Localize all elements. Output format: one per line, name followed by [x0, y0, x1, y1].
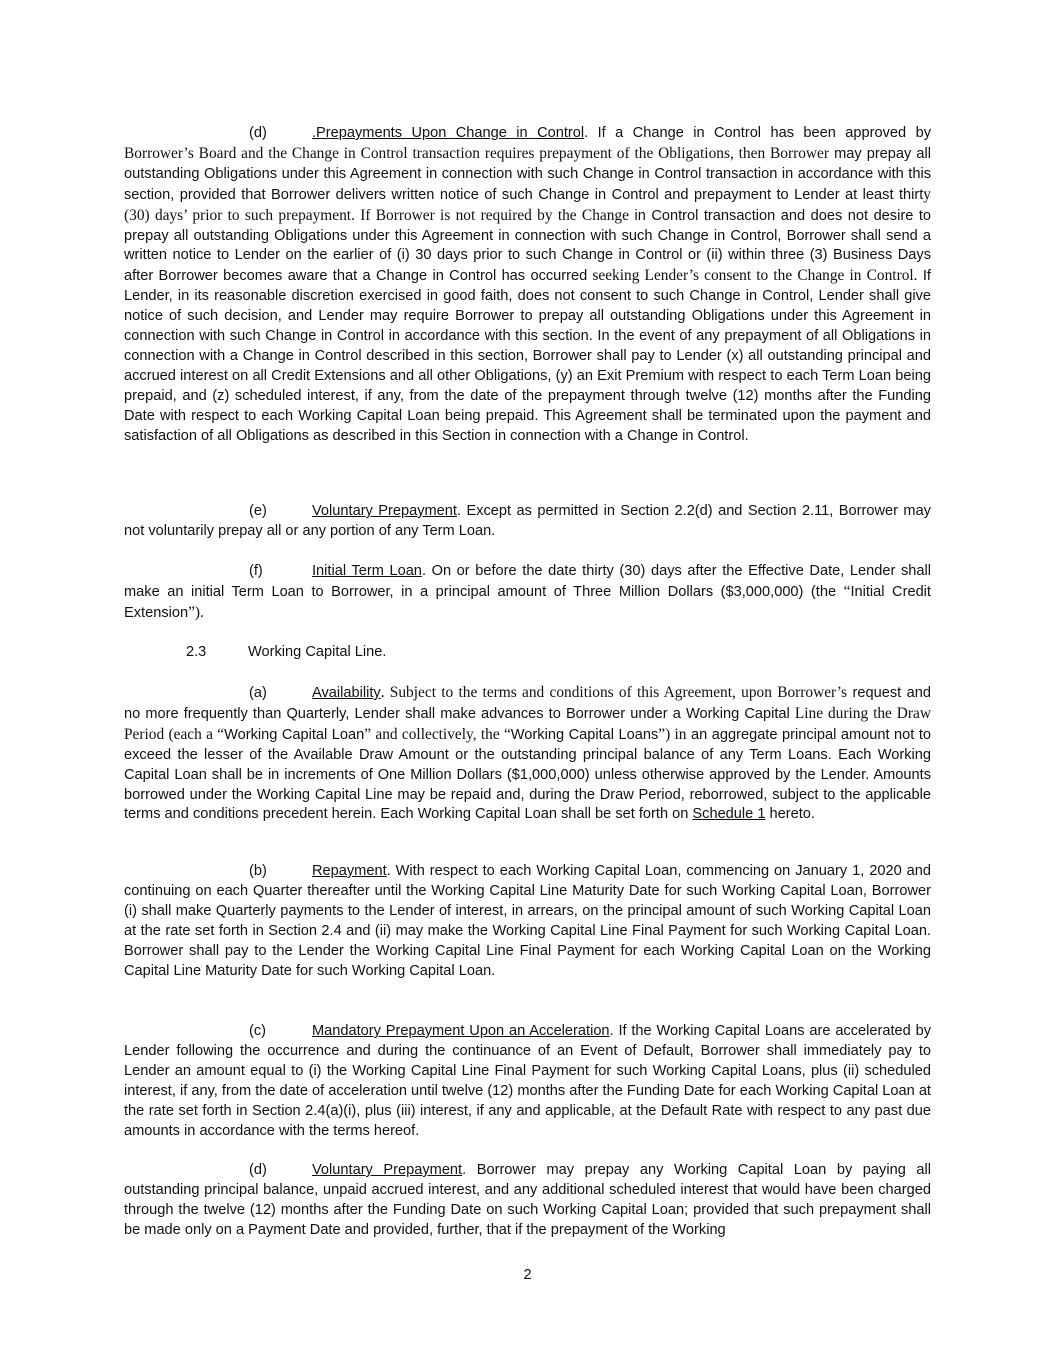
clause-text: . If the Working Capital Loans are accelerated by Lender following the occurrence and during the continuance of an Event of Default, Borrower shall immediately pay to Lender an amount equal to (i) the Working Capital Line Final Payment for such Working Capital Loans, plus (ii) scheduled interest, if any, from the date of acceleration until twelve (12) months after the Funding Date for each Working Capital Loan at the rate set forth in Section 2.4(a)(i), plus (iii) interest, if any and applicable, at the Default Rate with respect to any past due amounts in accordance with the terms hereof.	[124, 1023, 931, 1139]
section-2-2-f-paragraph	[124, 562, 931, 624]
clause-title: Voluntary Prepayment	[312, 1162, 463, 1178]
clause-text: If Lender, in its reasonable discretion exercised in good faith, does not consent to such Change in Control, Lender shall give notice of such decision, and Lender may require Borrower to prepay all outstanding Obligations under this Agreement in connection with such Change in Control in accordance with this section. In the event of any prepayment of all Obligations in connection with a Change in Control described in this section, Borrower shall pay to Lender (x) all outstanding principal and accrued interest on all Credit Extensions and all other Obligations, (y) an Exit Premium with respect to each Term Loan being prepaid, and (z) scheduled interest, if any, from the date of the prepayment through twelve (12) months after the Funding Date with respect to each Working Capital Loan being prepaid. This Agreement shall be terminated upon the payment and satisfaction of all Obligations as described in this Section in connection with a Change in Control.	[124, 268, 931, 444]
defined-term: Initial Credit Extension	[124, 583, 931, 621]
clause-text: Line during the Draw Period (each a “	[124, 704, 931, 743]
clause-title: .Prepayments Upon Change in Control	[312, 125, 585, 141]
clause-title: Initial Term Loan	[312, 563, 422, 579]
clause-label: (d)	[249, 125, 267, 141]
clause-label: (f)	[249, 563, 263, 579]
clause-text: ”) in	[658, 725, 687, 743]
clause-text: seeking Lender’s consent to the Change in Control.	[587, 267, 918, 285]
section-2-2-d-paragraph	[124, 124, 931, 447]
clause-title: Mandatory Prepayment Upon an Acceleration	[312, 1023, 610, 1039]
defined-term: Working Capital Loans	[510, 726, 659, 743]
clause-label: (e)	[249, 503, 267, 519]
section-number: 2.3	[186, 644, 207, 660]
schedule-reference: Schedule 1	[692, 806, 766, 823]
clause-text: . On or before the date thirty (30) days after the Effective Date, Lender shall make an initial Term Loan to Borrower, in a principal amount of Three Million Dollars ($3,000,000) (the	[124, 563, 931, 600]
clause-text: . Subject to the terms and conditions of this Agreement, upon Borrower’s	[380, 684, 848, 701]
clause-text: hereto.	[765, 806, 815, 823]
clause-text: in Control transaction and does not desire to prepay all outstanding Obligations under this Agreement in connection with such Change in Control, Borrower shall send a written notice to Lender on the earlier of (i) 30 days prior to such Change in Control or (ii) within three (3) Business Days after Borrower becomes aware that a Change in Control has occurred	[124, 207, 931, 285]
clause-title: Voluntary Prepayment	[312, 503, 457, 519]
clause-label: (a)	[249, 685, 267, 701]
clause-text: . With respect to each Working Capital Loan, commencing on January 1, 2020 and continuing on each Quarter thereafter until the Working Capital Line Maturity Date for such Working Capital Loan, Borrower (i) shall make Quarterly payments to the Lender of interest, in arrears, on the principal amount of such Working Capital Loan at the rate set forth in Section 2.4 and (ii) may make the Working Capital Line Final Payment for such Working Capital Loan. Borrower shall pay to the Lender the Working Capital Line Final Payment for each Working Capital Loan on the Working Capital Line Maturity Date for such Working Capital Loan.	[124, 863, 931, 979]
clause-text: request and no more frequently than Quarterly, Lender shall make advances to Borrower under a Working Capital	[124, 685, 931, 722]
page-number: 2	[523, 1267, 532, 1283]
clause-label: (c)	[249, 1023, 267, 1039]
clause-text: y (30) days’ prior to such prepayment. If Borrower is not required by the Change	[124, 185, 931, 224]
defined-term: Working Capital Loan	[224, 726, 365, 743]
section-2-2-e-paragraph	[124, 502, 931, 542]
clause-title: Repayment	[312, 863, 387, 879]
section-2-3-c-paragraph	[124, 1022, 931, 1141]
section-2-3-b-paragraph	[124, 862, 931, 981]
clause-text: . If a Change in Control has been approved by	[584, 125, 931, 141]
clause-title: Availability	[312, 685, 381, 701]
clause-label: (b)	[249, 863, 267, 879]
clause-text: . Except as permitted in Section 2.2(d) and Section 2.11, Borrower may not voluntarily prepay all or any portion of any Term Loan.	[124, 503, 931, 539]
section-2-3-d-paragraph	[124, 1161, 931, 1241]
section-title: Working Capital Line.	[248, 644, 387, 660]
quote-mark: ”).	[188, 603, 204, 621]
clause-text: ” and collectively, the “	[364, 725, 511, 743]
clause-text: an aggregate principal amount not to exceed the lesser of the Available Draw Amount or the outstanding principal balance of any Term Loans. Each Working Capital Loan shall be in increments of One Million Dollars ($1,000,000) unless otherwise approved by the Lender. Amounts borrowed under the Working Capital Line may be repaid and, during the Draw Period, reborrowed, subject to the applicable terms and conditions precedent herein. Each Working Capital Loan shall be set forth on	[124, 726, 932, 823]
quote-mark: “	[843, 582, 851, 600]
section-2-3-a-paragraph	[124, 683, 931, 825]
clause-text: . Borrower may prepay any Working Capital Loan by paying all outstanding principal balance, unpaid accrued interest, and any additional scheduled interest that would have been charged through the twelve (12) months after the Funding Date on such Working Capital Loan; provided that such prepayment shall be made only on a Payment Date and provided, further, that if the prepayment of the Working	[124, 1162, 931, 1238]
clause-text: Borrower’s Board and the Change in Control transaction requires prepayment of the Obligations, then Borrower	[124, 144, 829, 162]
section-2-3-heading	[186, 643, 386, 663]
clause-text: may prepay all outstanding Obligations under this Agreement in connection with such Change in Control transaction in accordance with this section, provided that Borrower delivers written notice of such Change in Control and prepayment to Lender at least thirt	[124, 145, 931, 203]
clause-label: (d)	[249, 1162, 267, 1178]
